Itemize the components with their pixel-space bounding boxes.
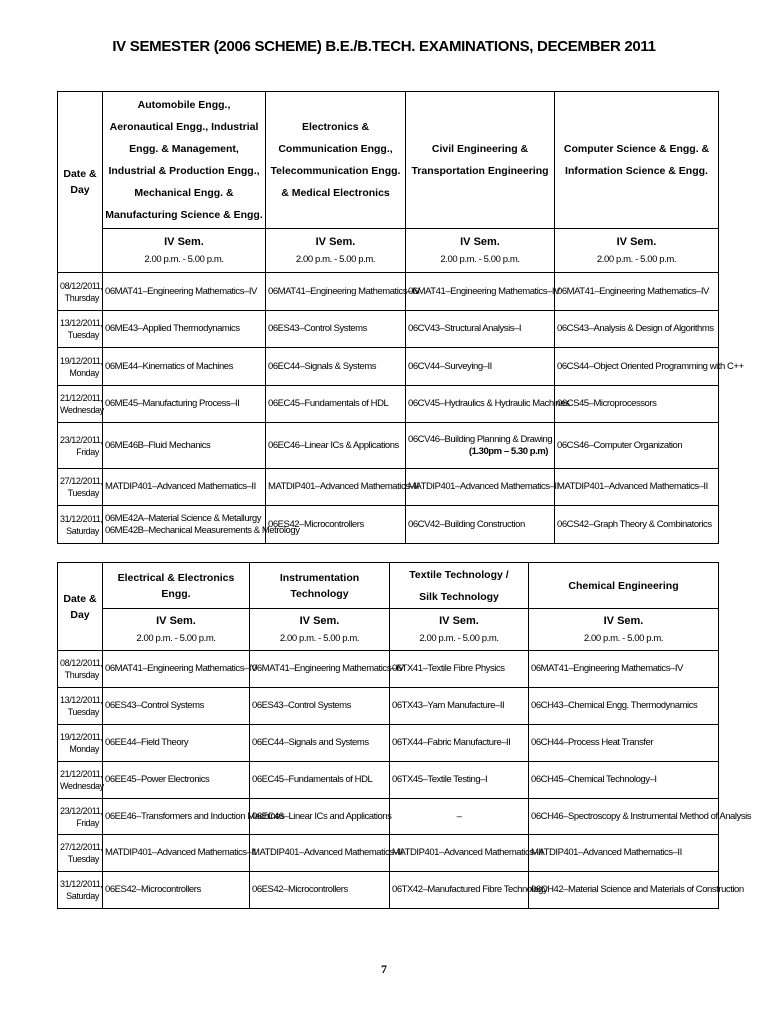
- exam-timetable-2: [57, 562, 752, 909]
- branch-header: Automobile Engg., Aeronautical Engg., Industrial Engg. & Management, Industrial & Production Engg., Mechanical Engg. & Manufacturing Science & Engg.: [103, 92, 266, 229]
- sem-label: IV Sem.: [616, 235, 657, 248]
- subject-cell: 06EC45–Fundamentals of HDL: [250, 762, 390, 799]
- subject-cell: MATDIP401–Advanced Mathematics–II: [266, 469, 406, 506]
- subject-cell: 06CV43–Structural Analysis–I: [406, 311, 555, 348]
- subject-cell: 06MAT41–Engineering Mathematics–IV: [266, 273, 406, 311]
- date-cell: [58, 872, 103, 909]
- subject-cell: 06CH42–Material Science and Materials of Construction: [529, 872, 719, 909]
- date-cell: [58, 469, 103, 506]
- table-row: [58, 469, 719, 506]
- session-header: [103, 609, 250, 651]
- exam-day: Monday: [69, 744, 99, 754]
- exam-date: 19/12/2011,: [60, 732, 103, 742]
- date-cell: [58, 273, 103, 311]
- subject-cell: 06EE46–Transformers and Induction Machines: [103, 799, 250, 835]
- table-row: [58, 725, 719, 762]
- exam-date: 23/12/2011,: [60, 805, 103, 816]
- subject-cell: 06ES42–Microcontrollers: [266, 506, 406, 544]
- date-cell: [58, 762, 103, 799]
- page-number: 7: [381, 962, 387, 976]
- subject-cell: 06MAT41–Engineering Mathematics–IV: [406, 273, 555, 311]
- sem-label: IV Sem.: [299, 614, 340, 627]
- subject-cell: 06EC44–Signals and Systems: [250, 725, 390, 762]
- date-cell: [58, 506, 103, 544]
- exam-date: 13/12/2011,: [60, 695, 103, 705]
- branch-header: Chemical Engineering: [529, 563, 719, 609]
- exam-day: Tuesday: [67, 854, 99, 864]
- date-cell: [58, 311, 103, 348]
- branch-header: Electronics & Communication Engg., Telecommunication Engg. & Medical Electronics: [266, 92, 406, 229]
- exam-day: Saturday: [66, 525, 99, 536]
- subject-cell: 06EC46–Linear ICs and Applications: [250, 799, 390, 835]
- exam-day: Tuesday: [67, 488, 99, 498]
- subject-cell: 06CH46–Spectroscopy & Instrumental Method of Analysis: [529, 799, 719, 835]
- subject-cell: [103, 506, 300, 544]
- exam-date: 08/12/2011,: [60, 658, 103, 668]
- exam-date: 19/12/2011,: [60, 355, 103, 366]
- exam-day: Wednesday: [60, 781, 104, 791]
- table-row: [58, 835, 719, 872]
- exam-date: 21/12/2011,: [60, 769, 103, 779]
- exam-date: 08/12/2011,: [60, 280, 103, 291]
- session-header: [266, 229, 406, 273]
- exam-day: Tuesday: [67, 330, 99, 340]
- subject-cell: MATDIP401–Advanced Mathematics–II: [250, 835, 390, 872]
- date-day-header: Date & Day: [58, 563, 103, 651]
- subject-cell: MATDIP401–Advanced Mathematics–II: [103, 469, 266, 506]
- exam-day: Thursday: [64, 292, 99, 303]
- table-row: [58, 311, 719, 348]
- branch-header: Electrical & Electronics Engg.: [103, 563, 250, 609]
- table-row: [58, 651, 719, 688]
- subject-cell: 06CS46–Computer Organization: [555, 423, 719, 469]
- time-label: 2.00 p.m. - 5.00 p.m.: [583, 632, 664, 644]
- time-label: 2.00 p.m. - 5.00 p.m.: [279, 632, 360, 644]
- subject-cell: 06CS43–Analysis & Design of Algorithms: [555, 311, 719, 348]
- date-cell: [58, 651, 103, 688]
- subject-cell: 06MAT41–Engineering Mathematics–IV: [103, 651, 250, 688]
- time-label: 2.00 p.m. - 5.00 p.m.: [136, 632, 216, 644]
- session-header: [390, 609, 529, 651]
- table-row: [58, 423, 719, 469]
- sem-label: IV Sem.: [164, 235, 204, 248]
- subject-cell: 06CV44–Surveying–II: [406, 348, 555, 386]
- exam-date: 31/12/2011,: [60, 513, 103, 524]
- subject-cell: 06EC46–Linear ICs & Applications: [266, 423, 406, 469]
- time-label: 2.00 p.m. - 5.00 p.m.: [419, 632, 499, 644]
- subject-cell: 06CV45–Hydraulics & Hydraulic Machines: [406, 386, 555, 423]
- subject-cell: MATDIP401–Advanced Mathematics–II: [529, 835, 719, 872]
- exam-day: Friday: [76, 817, 99, 828]
- date-day-header: Date & Day: [58, 92, 103, 273]
- sem-label: IV Sem.: [439, 614, 479, 627]
- session-header: [250, 609, 390, 651]
- table-row: [58, 762, 719, 799]
- session-header: [103, 229, 266, 273]
- subject-cell: 06ES42–Microcontrollers: [103, 872, 250, 909]
- session-header: [529, 609, 719, 651]
- exam-date: 31/12/2011,: [60, 879, 103, 889]
- exam-day: Friday: [76, 446, 99, 457]
- subject-cell: 06CH44–Process Heat Transfer: [529, 725, 719, 762]
- subject-cell: 06ME45–Manufacturing Process–II: [103, 386, 266, 423]
- subject-cell: 06ME43–Applied Thermodynamics: [103, 311, 266, 348]
- branch-header: Instrumentation Technology: [250, 563, 390, 609]
- subject-text: 06ME42B–Mechanical Measurements & Metrology: [105, 524, 300, 536]
- subject-cell: 06ES42–Microcontrollers: [250, 872, 390, 909]
- time-label: 2.00 p.m. - 5.00 p.m.: [440, 253, 520, 265]
- page-title: IV SEMESTER (2006 SCHEME) B.E./B.TECH. EXAMINATIONS, DECEMBER 2011: [112, 38, 656, 55]
- date-cell: [58, 386, 103, 423]
- date-cell: [58, 835, 103, 872]
- branch-header: Computer Science & Engg. & Information Science & Engg.: [555, 92, 719, 229]
- subject-cell: 06ES43–Control Systems: [103, 688, 250, 725]
- subject-cell: [406, 423, 555, 469]
- table-row: [58, 348, 719, 386]
- subject-cell: MATDIP401–Advanced Mathematics–II: [103, 835, 250, 872]
- exam-day: Thursday: [64, 670, 99, 680]
- subject-cell: MATDIP401–Advanced Mathematics–II: [390, 835, 529, 872]
- time-label: 2.00 p.m. - 5.00 p.m.: [596, 253, 677, 265]
- session-header: [406, 229, 555, 273]
- subject-text: 06CV46–Building Planning & Drawing: [408, 433, 553, 445]
- sem-label: IV Sem.: [603, 614, 644, 627]
- subject-cell: 06EE44–Field Theory: [103, 725, 250, 762]
- date-cell: [58, 688, 103, 725]
- exam-date: 27/12/2011,: [60, 842, 103, 852]
- time-label: 2.00 p.m. - 5.00 p.m.: [295, 253, 376, 265]
- subject-cell: 06CS45–Microprocessors: [555, 386, 719, 423]
- subject-cell: MATDIP401–Advanced Mathematics–II: [555, 469, 719, 506]
- table-row: [58, 273, 719, 311]
- table-row: [58, 872, 719, 909]
- exam-day: Saturday: [66, 891, 99, 901]
- subject-cell: 06TX45–Textile Testing–I: [390, 762, 529, 799]
- subject-cell: 06ES43–Control Systems: [266, 311, 406, 348]
- subject-text: 06ME42A–Material Science & Metallurgy: [105, 512, 262, 524]
- sem-label: IV Sem.: [315, 235, 356, 248]
- table-row: [58, 386, 719, 423]
- subject-cell: 06EE45–Power Electronics: [103, 762, 250, 799]
- exam-timetable-1: [57, 91, 744, 544]
- exam-date: 13/12/2011,: [60, 318, 103, 328]
- branch-header: Civil Engineering & Transportation Engineering: [406, 92, 555, 229]
- table-row: [58, 799, 719, 835]
- subject-cell: 06CV42–Building Construction: [406, 506, 555, 544]
- date-cell: [58, 799, 103, 835]
- subject-cell: 06EC45–Fundamentals of HDL: [266, 386, 406, 423]
- session-header: [555, 229, 719, 273]
- table-row: [58, 506, 719, 544]
- time-label: 2.00 p.m. - 5.00 p.m.: [144, 253, 224, 265]
- subject-cell: 06TX44–Fabric Manufacture–II: [390, 725, 529, 762]
- exam-day: Wednesday: [60, 405, 104, 415]
- branch-header: Textile Technology / Silk Technology: [390, 563, 529, 609]
- exam-date: 23/12/2011,: [60, 434, 103, 445]
- exam-day: Tuesday: [67, 707, 99, 717]
- sem-label: IV Sem.: [156, 614, 196, 627]
- exam-time-note: (1.30pm – 5.30 p.m): [468, 445, 548, 457]
- subject-cell: 06CH43–Chemical Engg. Thermodynamics: [529, 688, 719, 725]
- subject-cell: 06ES43–Control Systems: [250, 688, 390, 725]
- subject-cell: 06TX43–Yarn Manufacture–II: [390, 688, 529, 725]
- subject-cell: 06CS42–Graph Theory & Combinatorics: [555, 506, 719, 544]
- date-cell: [58, 423, 103, 469]
- subject-cell: 06TX42–Manufactured Fibre Technology: [390, 872, 529, 909]
- subject-cell: 06EC44–Signals & Systems: [266, 348, 406, 386]
- date-cell: [58, 725, 103, 762]
- subject-cell: 06CH45–Chemical Technology–I: [529, 762, 719, 799]
- subject-cell: 06TX41–Textile Fibre Physics: [390, 651, 529, 688]
- subject-cell: MATDIP401–Advanced Mathematics–II: [406, 469, 555, 506]
- subject-cell: 06MAT41–Engineering Mathematics–IV: [555, 273, 719, 311]
- subject-cell: –: [390, 799, 529, 835]
- subject-cell: 06ME46B–Fluid Mechanics: [103, 423, 266, 469]
- subject-cell: 06ME44–Kinematics of Machines: [103, 348, 266, 386]
- sem-label: IV Sem.: [460, 235, 500, 248]
- date-cell: [58, 348, 103, 386]
- table-row: [58, 688, 719, 725]
- exam-date: 27/12/2011,: [60, 476, 103, 486]
- subject-cell: 06MAT41–Engineering Mathematics–IV: [529, 651, 719, 688]
- subject-cell: 06CS44–Object Oriented Programming with C++: [555, 348, 719, 386]
- subject-cell: 06MAT41–Engineering Mathematics–IV: [103, 273, 266, 311]
- subject-cell: 06MAT41–Engineering Mathematics–IV: [250, 651, 390, 688]
- exam-date: 21/12/2011,: [60, 393, 103, 403]
- exam-day: Monday: [69, 367, 99, 378]
